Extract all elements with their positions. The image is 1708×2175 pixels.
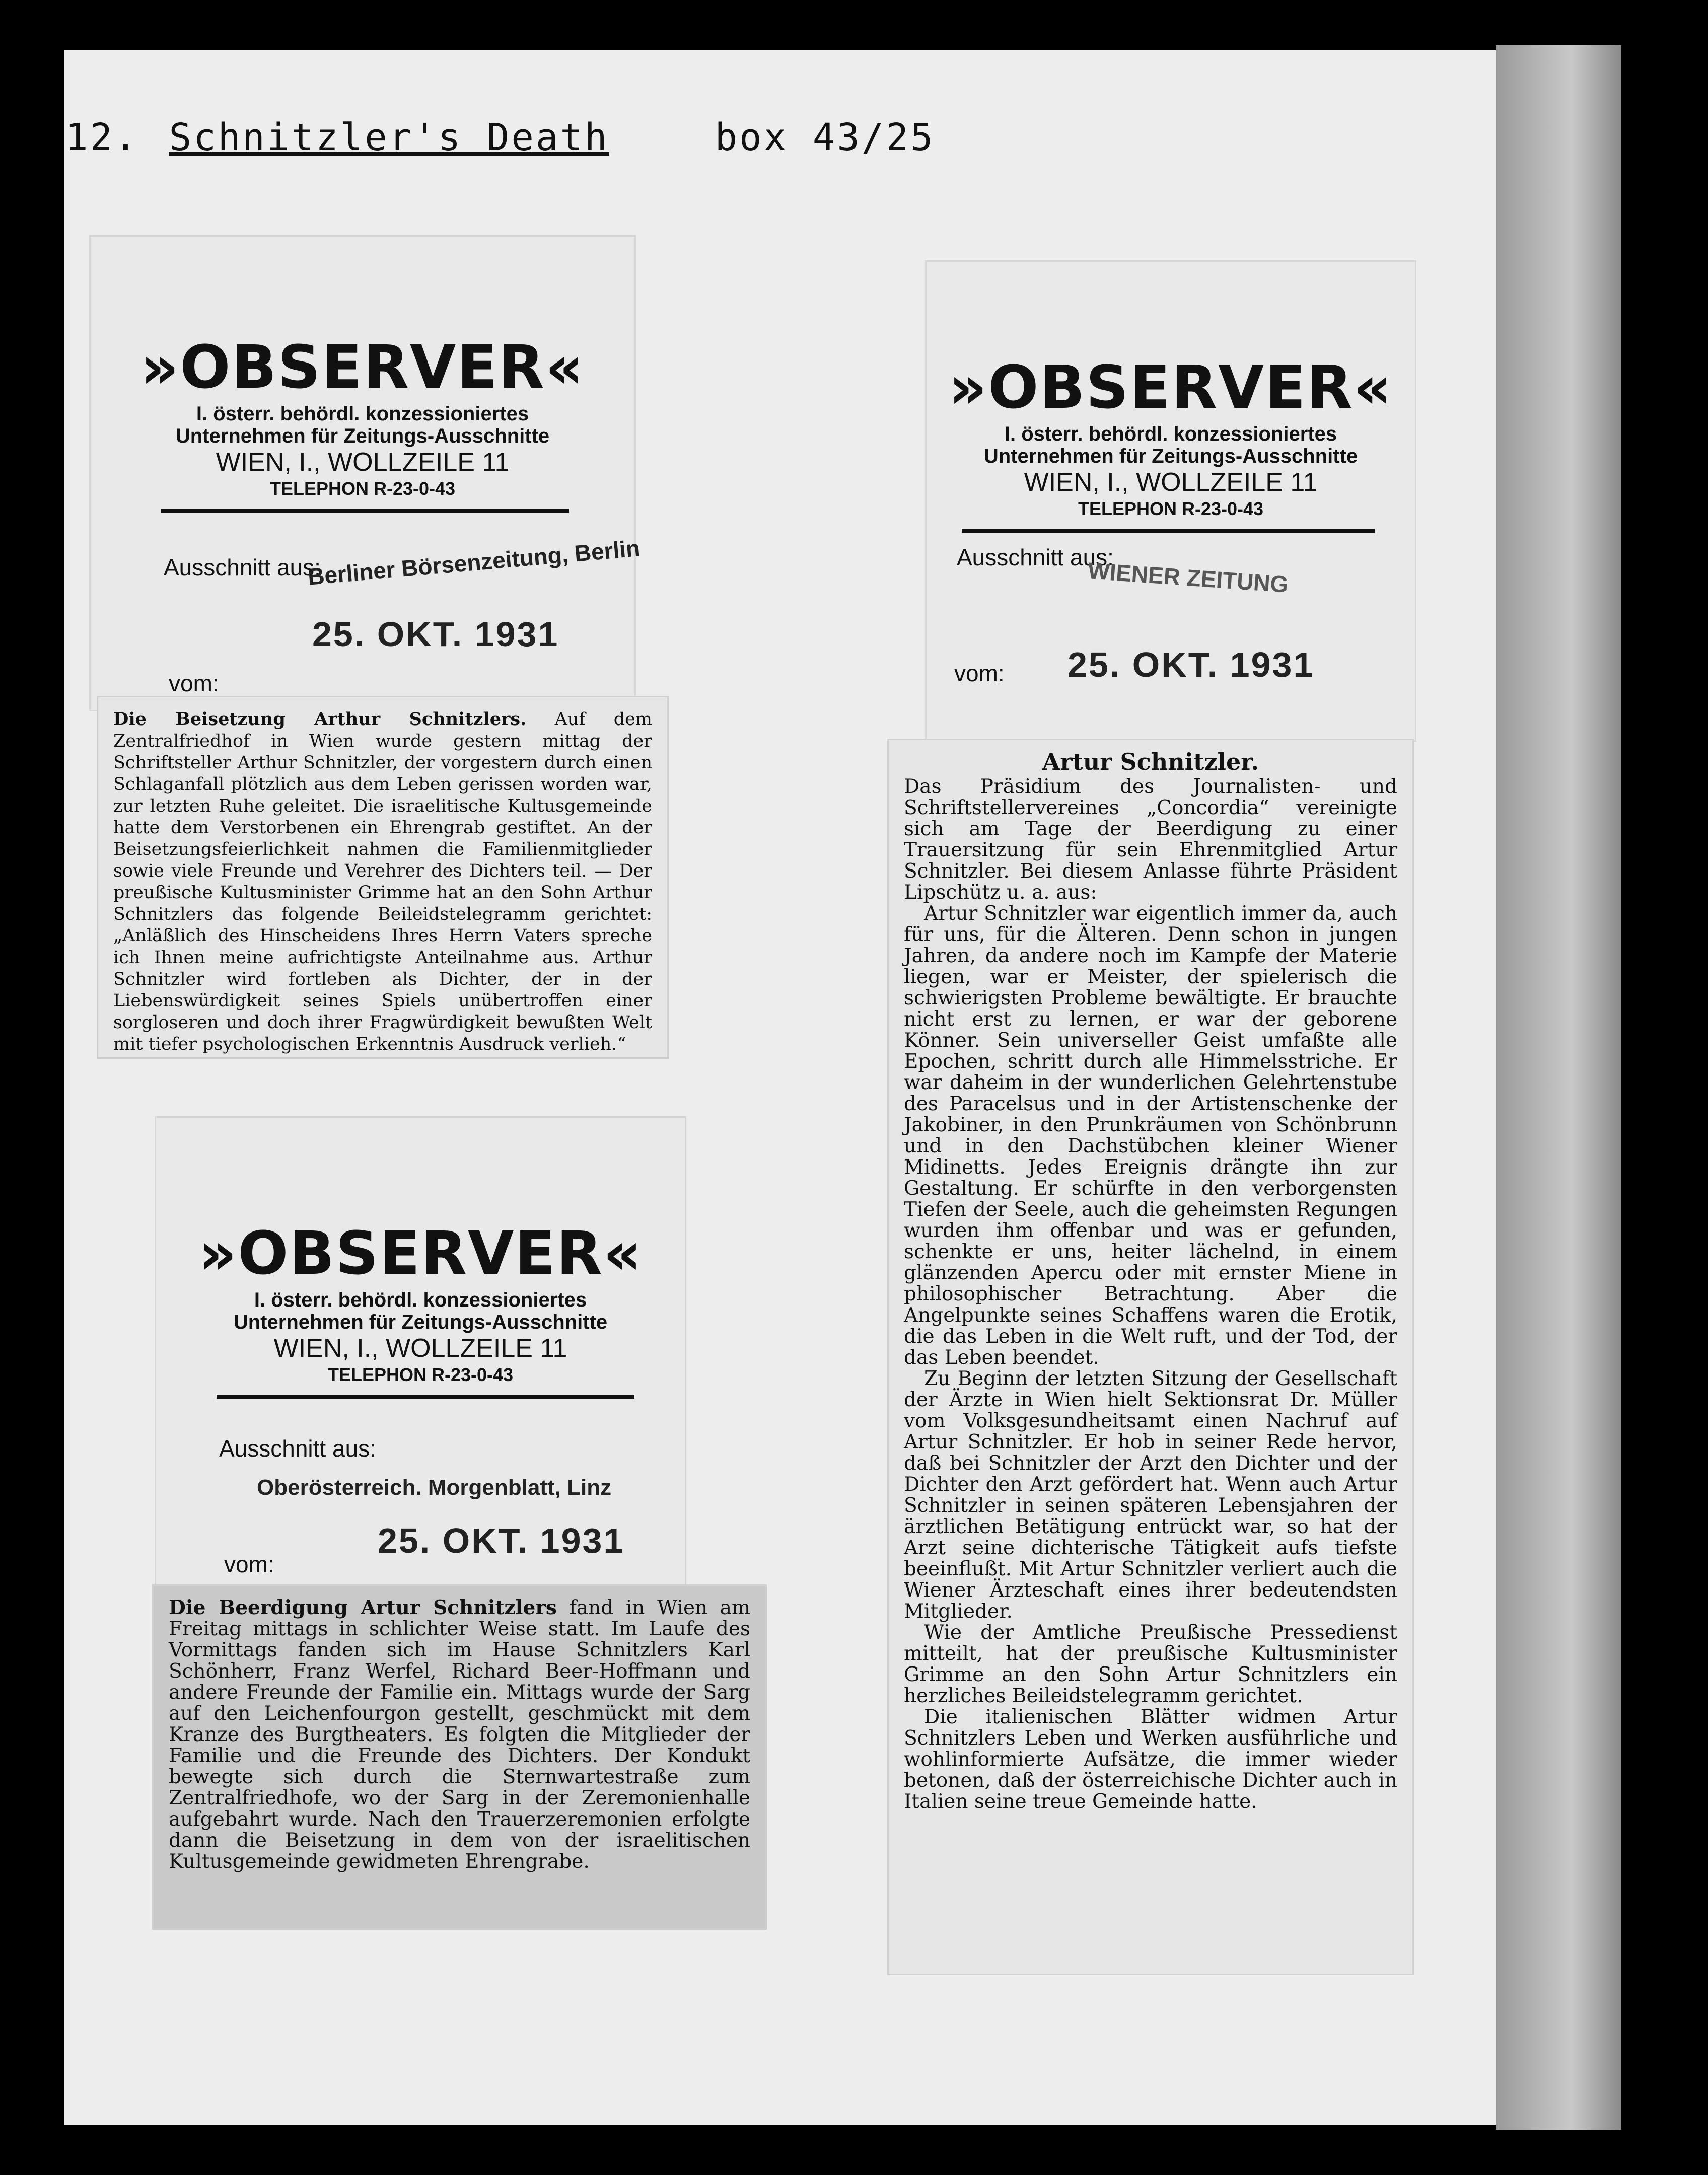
date-stamp: 25. OKT. 1931	[378, 1521, 625, 1560]
clipping-text: Auf dem Zentralfriedhof in Wien wurde gestern mittag der Schriftsteller Arthur Schnitzler, der vorgestern durch einen Schlaganfall plötzlich aus dem Leben gerissen worden war, zur letzten Ruhe geleitet. Die israelitische Kultusgemeinde hatte dem Verstorbenen ein Ehrengrab gestiftet. An der Beisetzungsfeierlichkeit nahmen die Familienmitglieder sowie viele Freunde und Verehrer des Dichters teil. — Der preußische Kultusminister Grimme hat an den Sohn Arthur Schnitzlers das folgende Beileidstelegramm gerichtet: „Anläßlich des Hinscheidens Ihres Herrn Vaters spreche ich Ihnen meine aufrichtigste Anteilnahme aus. Arthur Schnitzler wird fortleben als Dichter, der in der Liebenswürdigkeit seines Spiels unübertroffen einer sorgloseren und doch ihrer Fragwürdigkeit bewußten Welt mit tiefer psychologischen Erkenntnis Ausdruck verlieh.“	[113, 709, 652, 1054]
observer-address: WIEN, I., WOLLZEILE 11	[273, 1334, 567, 1363]
observer-line2: Unternehmen für Zeitungs-Ausschnitte	[983, 445, 1358, 467]
observer-telephone: TELEPHON R-23-0-43	[269, 478, 456, 499]
clipping-headline: Die Beerdigung Artur Schnitzlers	[169, 1596, 557, 1619]
observer-address: WIEN, I., WOLLZEILE 11	[216, 448, 510, 477]
observer-telephone: TELEPHON R-23-0-43	[327, 1364, 514, 1385]
observer-line2: Unternehmen für Zeitungs-Ausschnitte	[175, 425, 550, 447]
ausschnitt-label: Ausschnitt aus:	[164, 554, 321, 581]
clipping-paragraph: Das Präsidium des Journalisten- und Schriftstellervereines „Concordia“ vereinigte sich am Tage der Beerdigung zu einer Trauersitzung für sein Ehrenmitglied Artur Schnitzler. Bei diesem Anlasse führte Präsident Lipschütz u. a. aus:	[904, 775, 1397, 904]
source-stamp: Oberösterreich. Morgenblatt, Linz	[257, 1475, 612, 1500]
observer-rule	[962, 529, 1375, 533]
ausschnitt-label: Ausschnitt aus:	[957, 544, 1114, 570]
folder-edge	[1496, 45, 1621, 2130]
vom-label: vom:	[954, 660, 1005, 686]
observer-logo: »OBSERVER«	[198, 1218, 643, 1288]
vom-label: vom:	[224, 1551, 274, 1577]
header-title: Schnitzler's Death	[169, 116, 609, 159]
clipping-paragraph: Die italienischen Blätter widmen Artur Schnitzlers Leben und Werken ausführliche und wohlinformierte Aufsätze, die immer wieder betonen, daß der österreichische Dichter auch in Italien seine treue Gemeinde hatte.	[904, 1706, 1397, 1813]
header-number: 12.	[65, 116, 139, 159]
clipping-text: fand in Wien am Freitag mittags in schlichter Weise statt. Im Laufe des Vormittags fanden sich im Hause Schnitzlers Karl Schönherr, Franz Werfel, Richard Beer-Hoffmann und andere Freunde der Familie ein. Mittags wurde der Sarg auf den Leichenfourgon gestellt, geschmückt mit dem Kranze des Burgtheaters. Es folgten die Mitglieder der Familie und die Freunde des Dichters. Der Kondukt bewegte sich durch die Sternwartestraße zum Zentralfriedhofe, wo der Sarg in der Zeremonienhalle aufgebahrt wurde. Nach den Trauerzeremonien erfolgte dann die Beisetzung in dem von der israelitischen Kultusgemeinde gewidmeten Ehrengrabe.	[169, 1597, 751, 1873]
clipping-paragraph: Artur Schnitzler war eigentlich immer da, auch für uns, für die Älteren. Denn schon in jungen Jahren, da andere noch im Kampfe der Materie liegen, war er Meister, der spielerisch die schwierigsten Probleme bewältigte. Er brauchte nicht erst zu lernen, er war der geborene Könner. Sein universeller Geist umfaßte alle Epochen, schritt durch alle Himmelsstriche. Er war daheim in der wunderlichen Gelehrtenstube des Paracelsus und in der Artistenschenke der Jakobiner, in den Prunkräumen von Schönbrunn und in den Dachstübchen kleiner Wiener Midinetts. Jedes Ereignis drängte ihn zur Gestaltung. Er schürfte in den verborgensten Tiefen der Seele, auch die geheimsten Regungen wurden ihm offenbar und was er gefunden, schenkte er uns, heiter lächelnd, in einem glänzenden Apercu oder mit ernster Miene in philosophischer Betrachtung. Aber die Angelpunkte seines Schaffens waren die Erotik, die das Leben in die Welt ruft, und der Tod, der das Leben beendet.	[904, 902, 1397, 1369]
date-stamp: 25. OKT. 1931	[312, 615, 559, 654]
observer-line1: I. österr. behördl. konzessioniertes	[254, 1289, 587, 1311]
observer-line2: Unternehmen für Zeitungs-Ausschnitte	[233, 1311, 608, 1333]
clipping-linz	[154, 1586, 765, 1928]
source-stamp: Berliner Börsenzeitung, Berlin	[306, 535, 642, 590]
clipping-headline: Artur Schnitzler.	[1042, 748, 1259, 775]
observer-address: WIEN, I., WOLLZEILE 11	[1024, 468, 1318, 497]
clipping-wien	[889, 740, 1412, 1974]
archive-header	[65, 116, 935, 159]
observer-rule	[161, 509, 569, 513]
observer-line1: I. österr. behördl. konzessioniertes	[1004, 423, 1337, 445]
observer-logo: »OBSERVER«	[140, 332, 585, 402]
observer-slip-wien	[927, 262, 1415, 740]
clipping-headline: Die Beisetzung Arthur Schnitzlers.	[113, 709, 527, 730]
clipping-paragraph: Zu Beginn der letzten Sitzung der Gesellschaft der Ärzte in Wien hielt Sektionsrat Dr. Müller vom Volksgesundheitsamt einen Nachruf auf Artur Schnitzler. Er hob in seiner Rede hervor, daß bei Schnitzler der Arzt den Dichter und der Dichter den Arzt gefördert hat. Wenn auch Artur Schnitzler in seinen späteren Lebensjahren der ärztlichen Betätigung entrückt war, so hat der Arzt seine dichterische Tätigkeit aufs tiefste beeinflußt. Mit Artur Schnitzler verliert auch die Wiener Ärzteschaft eines ihrer bedeutendsten Mitglieder.	[904, 1367, 1397, 1623]
clipping-paragraph: Wie der Amtliche Preußische Pressedienst mitteilt, hat der preußische Kultusminister Grimme an den Sohn Artur Schnitzlers ein herzliches Beileidstelegramm gerichtet.	[904, 1621, 1397, 1707]
observer-line1: I. österr. behördl. konzessioniertes	[196, 403, 529, 425]
clipping-berlin	[98, 697, 667, 1057]
source-stamp: WIENER ZEITUNG	[1087, 557, 1289, 598]
header-box: box 43/25	[715, 116, 935, 159]
observer-logo: »OBSERVER«	[949, 352, 1393, 422]
observer-slip-linz	[156, 1118, 685, 1596]
date-stamp: 25. OKT. 1931	[1068, 645, 1315, 684]
vom-label: vom:	[169, 670, 219, 696]
observer-slip-berlin	[91, 237, 642, 710]
observer-rule	[217, 1395, 634, 1399]
observer-telephone: TELEPHON R-23-0-43	[1078, 498, 1264, 519]
ausschnitt-label: Ausschnitt aus:	[219, 1435, 376, 1462]
